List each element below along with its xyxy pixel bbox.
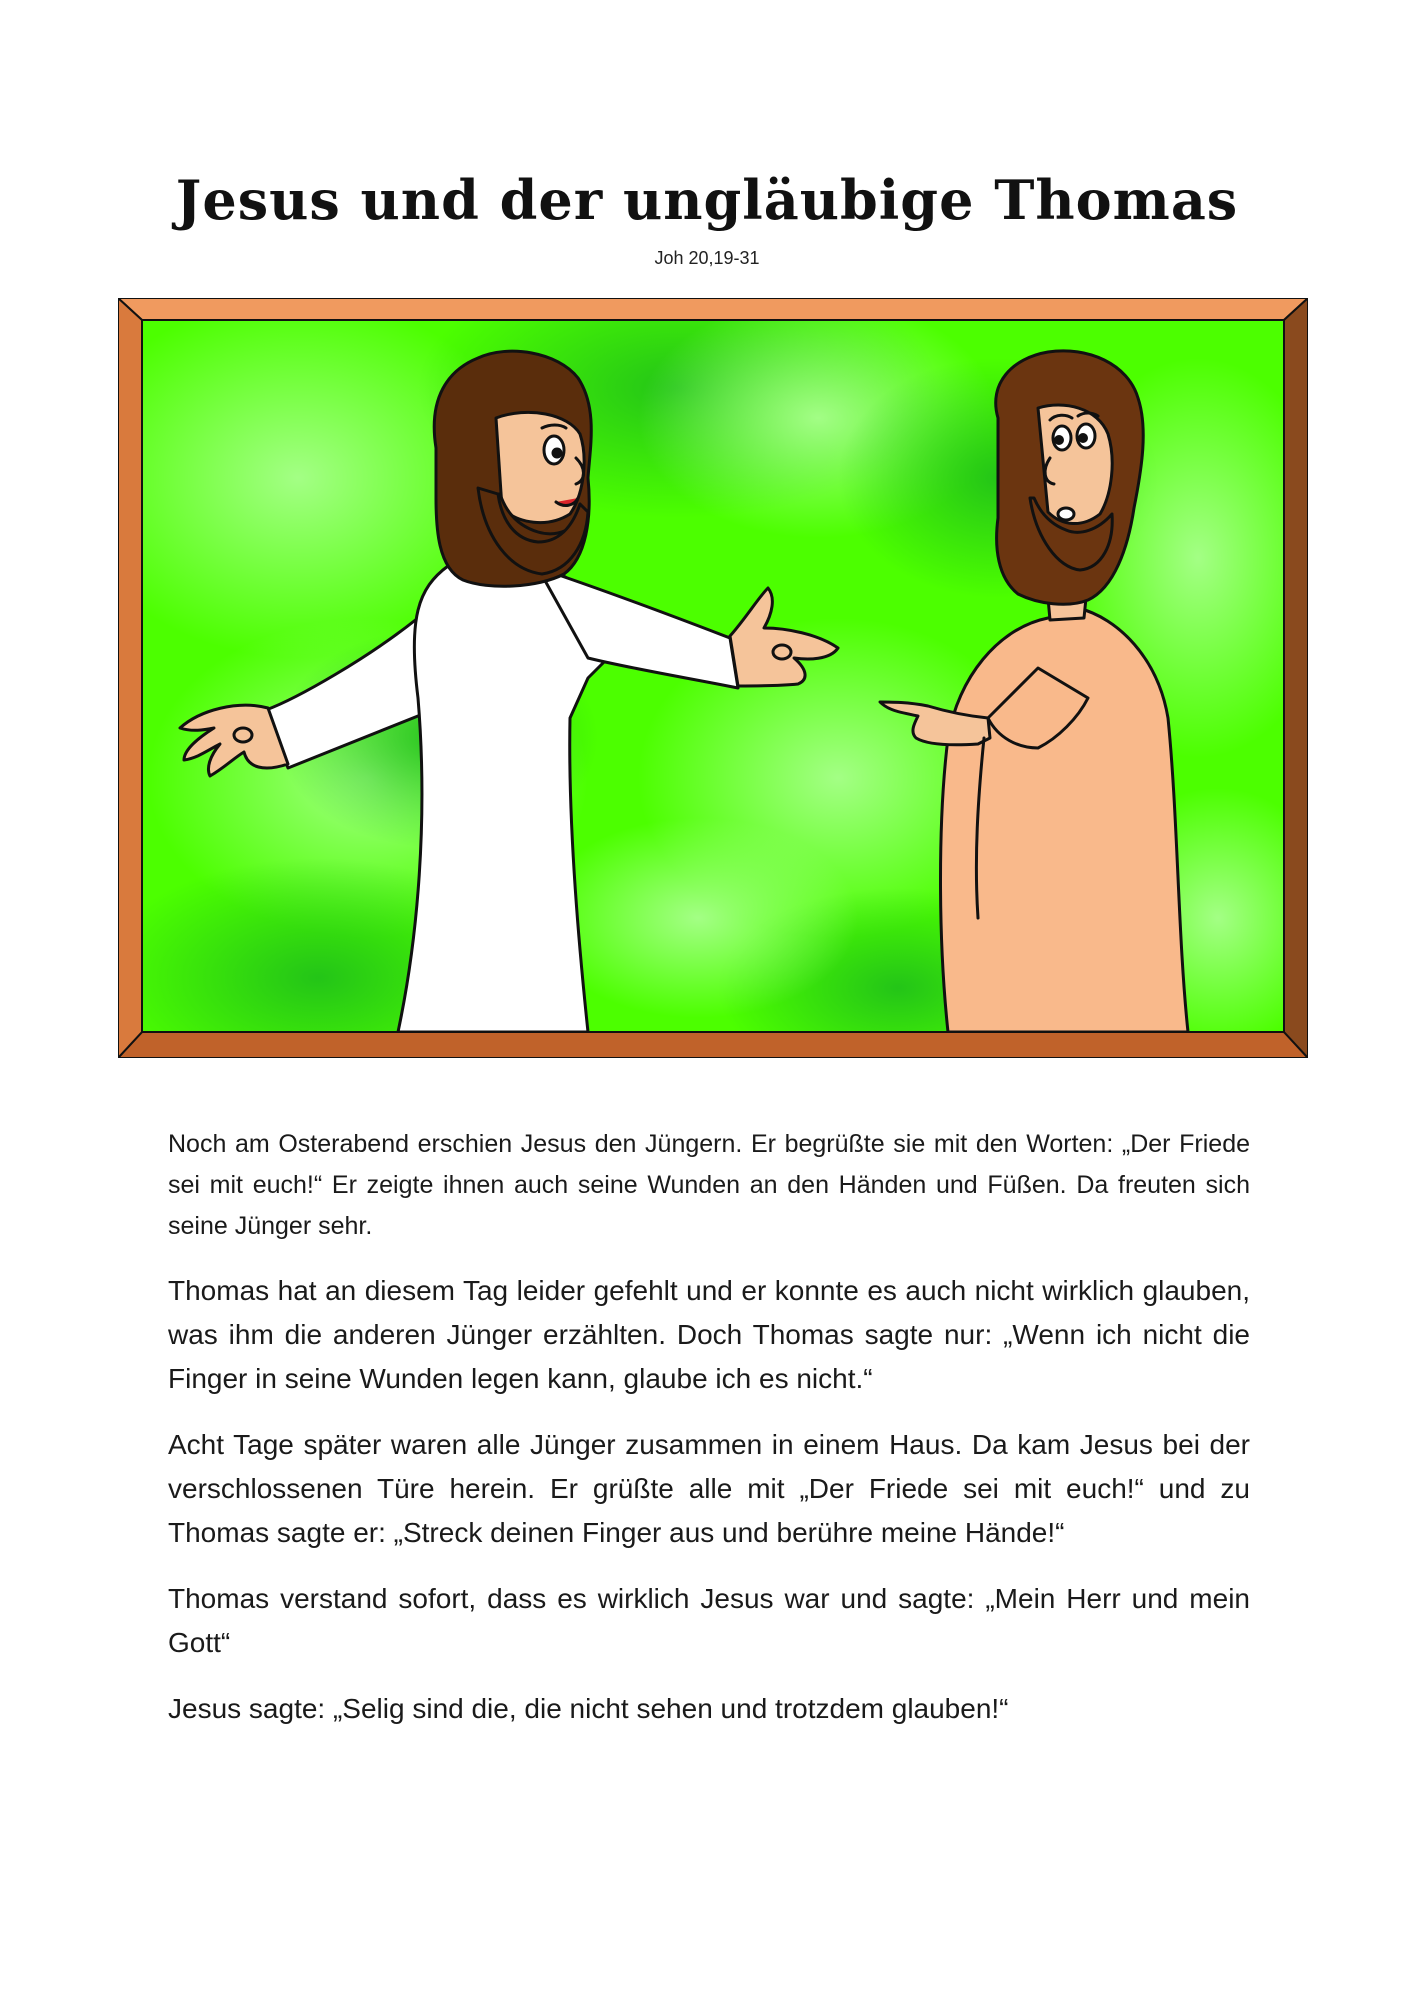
- page-title: Jesus und der ungläubige Thomas: [175, 168, 1239, 232]
- illustration: [118, 298, 1308, 1058]
- illustration-frame: [118, 298, 1308, 1058]
- bible-reference: Joh 20,19-31: [654, 248, 760, 268]
- paragraph-4: Thomas verstand sofort, dass es wirklich Jesus war und sagte: „Mein Herr und mein Gott“: [168, 1583, 1250, 1658]
- paragraph-3: Acht Tage später waren alle Jünger zusammen in einem Haus. Da kam Jesus bei der verschlossenen Türe herein. Er grüßte alle mit „Der Friede sei mit euch!“ und zu Thomas sagte er: „Streck deinen Finger aus und berühre meine Hände!“: [168, 1429, 1250, 1548]
- paragraph-5: Jesus sagte: „Selig sind die, die nicht sehen und trotzdem glauben!“: [168, 1693, 1009, 1724]
- paragraph-1: Noch am Osterabend erschien Jesus den Jüngern. Er begrüßte sie mit den Worten: „Der Friede sei mit euch!“ Er zeigte ihnen auch seine Wunden an den Händen und Füßen. Da freuten sich seine Jünger sehr.: [168, 1130, 1250, 1240]
- green-background: [118, 298, 1308, 1058]
- story-text: [168, 1124, 1250, 1753]
- paragraph-2: Thomas hat an diesem Tag leider gefehlt und er konnte es auch nicht wirklich glauben, was ihm die anderen Jünger erzählten. Doch Thomas sagte nur: „Wenn ich nicht die Finger in seine Wunden legen kann, glaube ich es nicht.“: [168, 1275, 1250, 1394]
